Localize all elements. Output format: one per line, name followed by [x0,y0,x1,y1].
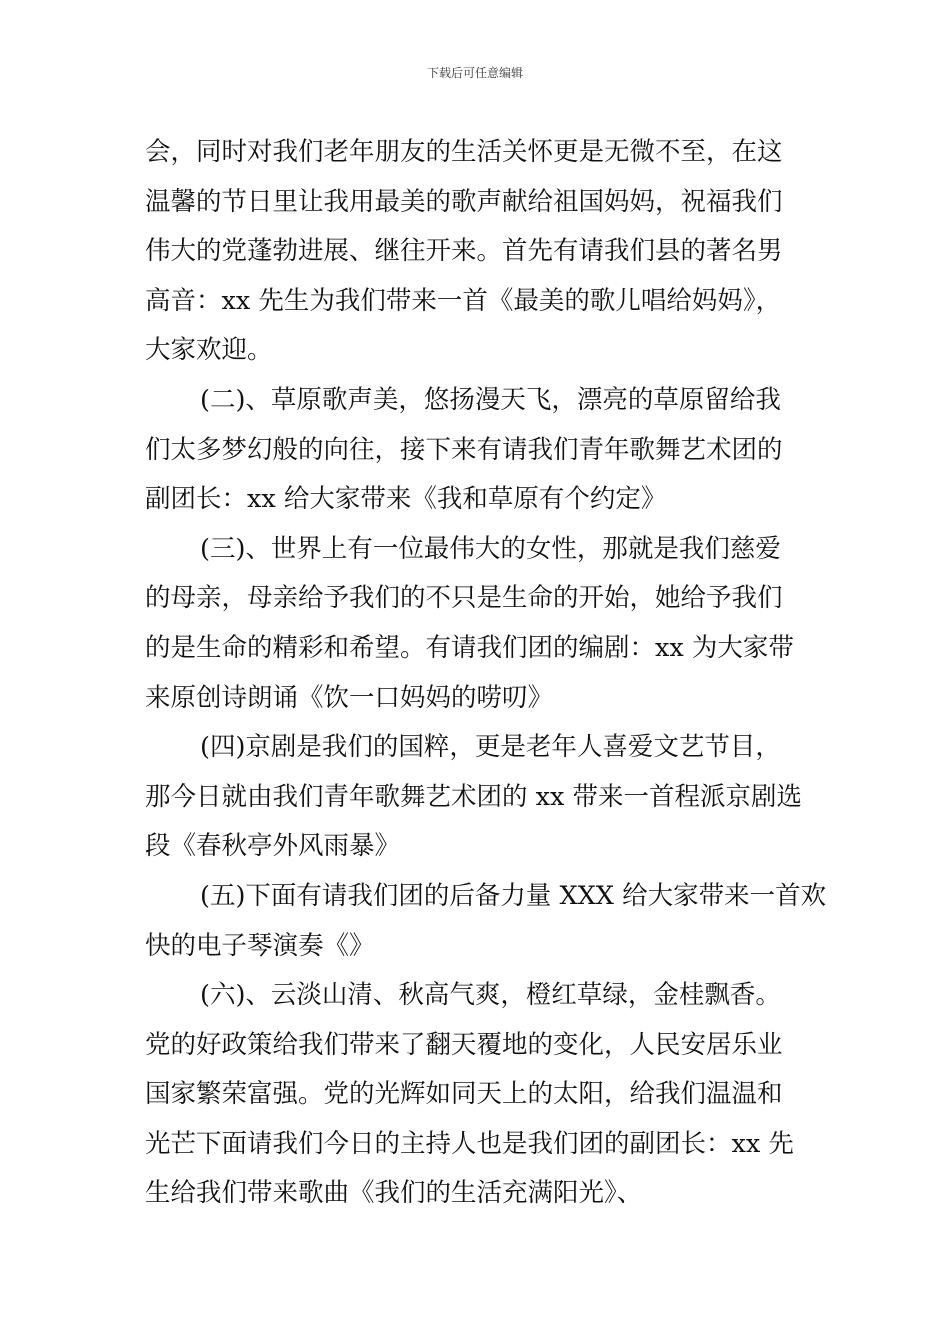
text-line: 那今日就由我们青年歌舞艺术团的 xx 带来一首程派京剧选 [145,781,802,812]
paragraph-start-line: (五)下面有请我们团的后备力量 XXX 给大家带来一首欢 [200,880,827,911]
text-line: 光芒下面请我们今日的主持人也是我们团的副团长：xx 先 [145,1128,794,1159]
document-body [145,128,827,1219]
text-line: 来原创诗朗诵《饮一口妈妈的唠叨》 [145,682,554,713]
text-line: 的母亲，母亲给予我们的不只是生命的开始，她给予我们 [145,583,783,614]
page-header: 下载后可任意编辑 [426,66,523,80]
text-line: 温馨的节日里让我用最美的歌声献给祖国妈妈，祝福我们 [145,186,783,217]
text-line: 大家欢迎。 [145,335,273,366]
text-line: 快的电子琴演奏《》 [145,930,375,961]
paragraph-start-line: (三)、世界上有一位最伟大的女性，那就是我们慈爱 [200,533,781,564]
text-line: 会，同时对我们老年朋友的生活关怀更是无微不至，在这 [145,137,783,167]
text-line: 段《春秋亭外风雨暴》 [145,831,401,862]
text-line: 党的好政策给我们带来了翻天覆地的变化，人民安居乐业 [145,1029,783,1060]
text-line: 们太多梦幻般的向往，接下来有请我们青年歌舞艺术团的 [145,434,783,465]
paragraph-start-line: (六)、云淡山清、秋高气爽，橙红草绿，金桂飘香。 [200,980,781,1011]
text-line: 伟大的党蓬勃进展、继往开来。首先有请我们县的著名男 [145,236,783,267]
text-line: 高音：xx 先生为我们带来一首《最美的歌儿唱给妈妈》， [145,285,782,316]
text-line: 副团长：xx 给大家带来《我和草原有个约定》 [145,484,667,515]
paragraph-start-line: (二)、草原歌声美，悠扬漫天飞，漂亮的草原留给我 [200,384,781,415]
paragraph-start-line: (四)京剧是我们的国粹，更是老年人喜爱文艺节目， [200,732,781,763]
text-line: 的是生命的精彩和希望。有请我们团的编剧：xx 为大家带 [145,632,794,663]
text-line: 生给我们带来歌曲《我们的生活充满阳光》、 [145,1178,643,1209]
text-line: 国家繁荣富强。党的光辉如同天上的太阳，给我们温温和 [145,1079,783,1110]
